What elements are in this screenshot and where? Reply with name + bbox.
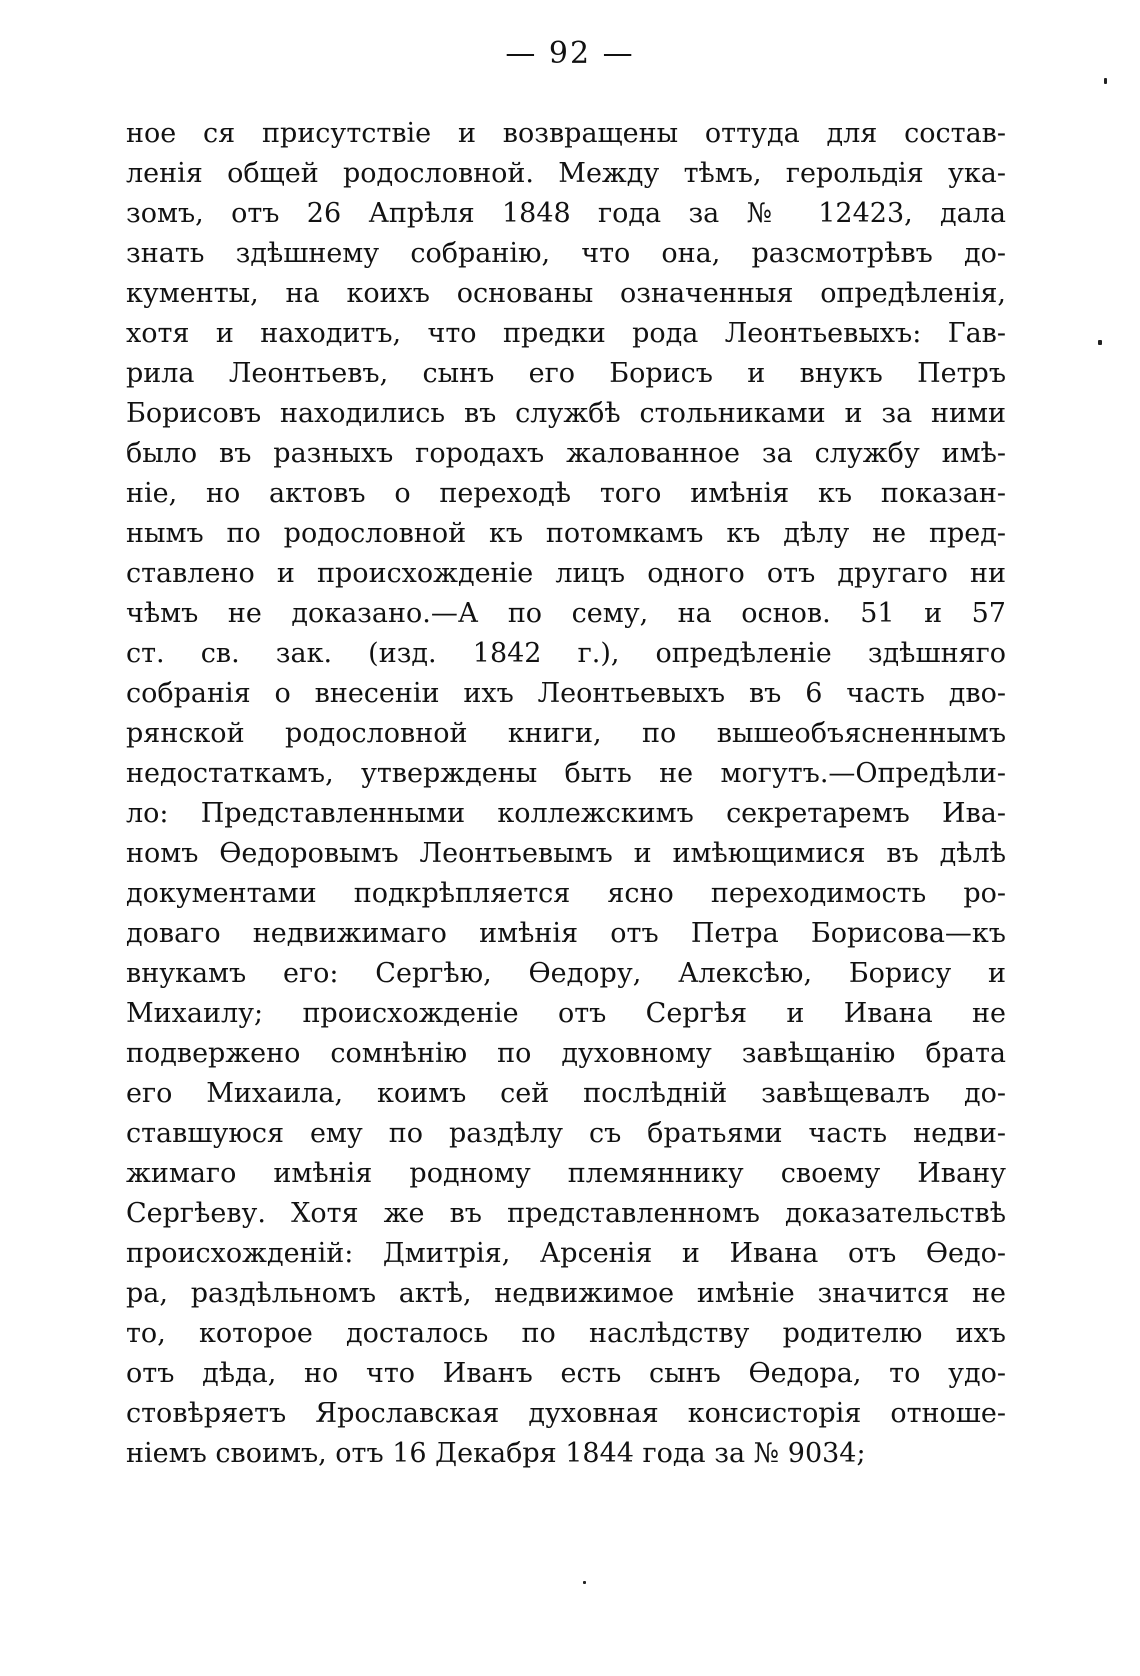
text-line: жимаго имѣнія родному племяннику своему Ивану <box>126 1158 1006 1189</box>
text-line: подвержено сомнѣнію по духовному завѣщанію брата <box>126 1038 1006 1069</box>
page-number: — 92 — <box>505 36 635 71</box>
text-line: нымъ по родословной къ потомкамъ къ дѣлу не пред- <box>126 518 1006 549</box>
text-line: Сергѣеву. Хотя же въ представленномъ доказательствѣ <box>126 1198 1006 1229</box>
text-line: чѣмъ не доказано.—А по сему, на основ. 51 и 57 <box>126 598 1006 629</box>
scan-speck <box>1104 78 1107 84</box>
scan-speck <box>583 1581 586 1584</box>
text-line: внукамъ его: Сергѣю, Өедору, Алексѣю, Борису и <box>126 958 1006 989</box>
text-line: ніемъ своимъ, отъ 16 Декабря 1844 года за № 9034; <box>126 1438 866 1469</box>
text-line: рянской родословной книги, по вышеобъясненнымъ <box>126 718 1006 749</box>
text-line: рила Леонтьевъ, сынъ его Борисъ и внукъ Петръ <box>126 358 1006 389</box>
body-text <box>126 114 1006 1474</box>
text-line: хотя и находитъ, что предки рода Леонтьевыхъ: Гав- <box>126 318 1006 349</box>
text-line: ленія общей родословной. Между тѣмъ, герольдія ука- <box>126 158 1006 189</box>
text-line: недостаткамъ, утверждены быть не могутъ.—Опредѣли- <box>126 758 1006 789</box>
text-line: его Михаила, коимъ сей послѣдній завѣщевалъ до- <box>126 1078 1006 1109</box>
text-line: стовѣряетъ Ярославская духовная консисторія отноше- <box>126 1398 1006 1429</box>
text-line: ное ся присутствіе и возвращены оттуда для состав- <box>126 118 1006 149</box>
text-line: происхожденій: Дмитрія, Арсенія и Ивана отъ Өедо- <box>126 1238 1006 1269</box>
text-line: ло: Представленными коллежскимъ секретаремъ Ива- <box>126 798 1006 829</box>
text-line: ставлено и происхожденіе лицъ одного отъ другаго ни <box>126 558 1006 589</box>
text-line: Борисовъ находились въ службѣ стольниками и за ними <box>126 398 1006 429</box>
scan-speck <box>1098 340 1102 345</box>
text-line: документами подкрѣпляется ясно переходимость ро- <box>126 878 1006 909</box>
text-line: ст. св. зак. (изд. 1842 г.), опредѣленіе здѣшняго <box>126 638 1006 669</box>
text-line: номъ Өедоровымъ Леонтьевымъ и имѣющимися въ дѣлѣ <box>126 838 1006 869</box>
text-line: ставшуюся ему по раздѣлу съ братьями часть недви- <box>126 1118 1006 1149</box>
text-line: собранія о внесеніи ихъ Леонтьевыхъ въ 6 часть дво- <box>126 678 1006 709</box>
text-line: Михаилу; происхожденіе отъ Сергѣя и Ивана не <box>126 998 1006 1029</box>
text-line: ра, раздѣльномъ актѣ, недвижимое имѣніе значится не <box>126 1278 1006 1309</box>
text-line: доваго недвижимаго имѣнія отъ Петра Борисова—къ <box>126 918 1006 949</box>
text-line: зомъ, отъ 26 Апрѣля 1848 года за № 12423, дала <box>126 198 1006 229</box>
text-line: отъ дѣда, но что Иванъ есть сынъ Өедора, то удо- <box>126 1358 1006 1389</box>
text-line: то, которое досталось по наслѣдству родителю ихъ <box>126 1318 1006 1349</box>
text-line: знать здѣшнему собранію, что она, разсмотрѣвъ до- <box>126 238 1006 269</box>
text-line: ніе, но актовъ о переходѣ того имѣнія къ показан- <box>126 478 1006 509</box>
text-line: было въ разныхъ городахъ жалованное за службу имѣ- <box>126 438 1006 469</box>
text-line: кументы, на коихъ основаны означенныя опредѣленія, <box>126 278 1006 309</box>
